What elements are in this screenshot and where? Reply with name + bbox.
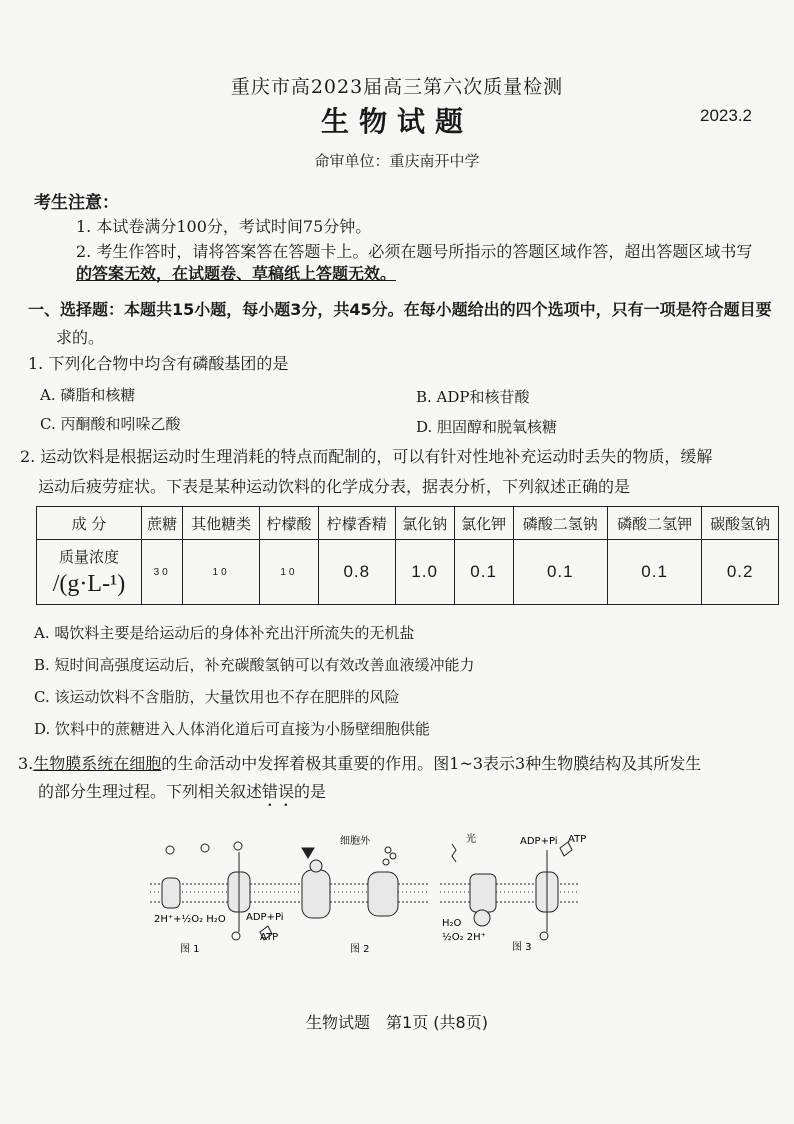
q3-stem2-part-a: 的部分生理过程。下列相关叙述 <box>38 782 263 801</box>
notice-item-2-text: 2. 考生作答时，请将答案答在答题卡上。必须在题号所指示的答题区域作答，超出答题区域书写 <box>76 242 753 261</box>
table-value-row <box>37 540 779 605</box>
authoring-unit: 命审单位：重庆南开中学 <box>314 152 480 170</box>
notice-item-2-emphasis: 的答案无效，在试题卷、草稿纸上答题无效。 <box>76 264 397 283</box>
fig1-h-ion-2 <box>201 844 209 852</box>
table-col-0: 蔗糖 <box>142 507 183 540</box>
value-unit: /(g·L-¹) <box>52 571 126 597</box>
table-header-label: 成 分 <box>37 507 142 540</box>
q1-option-c: C. 丙酮酸和吲哚乙酸 <box>40 415 181 433</box>
table-cell: 10 <box>259 540 318 605</box>
q3-stem-part-a: 生物膜系统在细胞 <box>33 754 162 773</box>
fig1-h-ion-4 <box>232 932 240 940</box>
table-cell: 0.2 <box>702 540 779 605</box>
table-col-8: 碳酸氢钠 <box>702 507 779 540</box>
q3-number: 3. <box>18 754 34 773</box>
q3-stem2-part-b: 的是 <box>294 782 327 801</box>
q2-option-a: A. 喝饮料主要是给运动后的身体补充出汗所流失的无机盐 <box>34 624 415 642</box>
fig1-adp-label: ADP+Pi <box>246 912 284 923</box>
q3-stem2-emphasis: 错误 <box>262 782 295 801</box>
fig2-sugar-chain <box>385 847 391 853</box>
fig3-o2-label: ½O₂ 2H⁺ <box>442 932 486 943</box>
fig1-label: 图 1 <box>180 944 200 955</box>
table-col-5: 氯化钾 <box>454 507 513 540</box>
table-cell: 10 <box>183 540 260 605</box>
section-1-title-cont: 求的。 <box>56 328 105 347</box>
exam-date: 2023.2 <box>700 106 752 125</box>
table-col-3: 柠檬香精 <box>318 507 395 540</box>
figure-2 <box>290 847 430 918</box>
section-1-title: 一、选择题：本题共15小题，每小题3分，共45分。在每小题给出的四个选项中，只有一项是符合题目要 <box>28 300 772 319</box>
fig3-atp-label: ATP <box>568 834 587 845</box>
q3-stem-part-b: 的生命活动中发挥着极其重要的作用。图1~3表示3种生物膜结构及其所发生 <box>161 754 702 773</box>
fig2-label: 图 2 <box>350 944 370 955</box>
notice-item-2 <box>76 241 776 285</box>
fig1-protein-left <box>162 878 180 908</box>
q1-option-d: D. 胆固醇和脱氧核糖 <box>416 418 558 436</box>
table-cell: 0.8 <box>318 540 395 605</box>
q2-option-d: D. 饮料中的蔗糖进入人体消化道后可直接为小肠壁细胞供能 <box>34 720 431 738</box>
value-label-text: 质量浓度 <box>58 548 119 566</box>
q1-option-b: B. ADP和核苷酸 <box>416 388 530 406</box>
section-1-heading <box>28 296 788 352</box>
fig3-light-wave <box>452 844 456 862</box>
fig3-photosystem <box>470 874 496 912</box>
composition-table <box>36 506 779 605</box>
fig2-receptor <box>302 870 330 918</box>
q3-stem-line1 <box>18 752 790 776</box>
fig3-light-label: 光 <box>466 834 476 845</box>
fig1-bottom-label: 2H⁺+½O₂ H₂O <box>154 914 226 925</box>
q1-stem: 1. 下列化合物中均含有磷酸基团的是 <box>28 354 289 373</box>
page-footer: 生物试题 第1页 (共8页) <box>306 1013 488 1032</box>
table-header-row <box>37 507 779 540</box>
fig3-adp-label: ADP+Pi <box>520 836 558 847</box>
table-cell: 0.1 <box>454 540 513 605</box>
q2-stem-line2: 运动后疲劳症状。下表是某种运动饮料的化学成分表，据表分析，下列叙述正确的是 <box>38 477 631 496</box>
exam-title: 重庆市高2023届高三第六次质量检测 <box>230 76 564 98</box>
notice-item-1: 1. 本试卷满分100分，考试时间75分钟。 <box>76 217 372 236</box>
fig1-h-ion-3 <box>234 842 242 850</box>
q3-stem-line2 <box>38 780 788 810</box>
fig2-outside-label: 细胞外 <box>340 836 370 847</box>
table-cell: 1.0 <box>395 540 454 605</box>
table-value-label <box>37 540 142 605</box>
q1-option-a: A. 磷脂和核糖 <box>40 386 136 404</box>
page-title: 生物试题 <box>320 105 473 138</box>
table-col-6: 磷酸二氢钠 <box>513 507 607 540</box>
table-cell: 0.1 <box>513 540 607 605</box>
table-col-4: 氯化钠 <box>395 507 454 540</box>
fig1-atp-label: ATP <box>260 932 279 943</box>
figure-1 <box>150 842 290 940</box>
fig1-h-ion-1 <box>166 846 174 854</box>
fig3-water-label: H₂O <box>442 918 462 929</box>
notice-title: 考生注意： <box>34 193 119 213</box>
q2-option-b: B. 短时间高强度运动后，补充碳酸氢钠可以有效改善血液缓冲能力 <box>34 656 475 674</box>
fig2-glycoprotein <box>368 872 398 916</box>
table-col-7: 磷酸二氢钾 <box>607 507 701 540</box>
membrane-figures <box>140 822 660 962</box>
table-cell: 30 <box>142 540 183 605</box>
fig2-signal-molecule <box>302 848 314 858</box>
q2-option-c: C. 该运动饮料不含脂肪，大量饮用也不存在肥胖的风险 <box>34 688 400 706</box>
table-col-2: 柠檬酸 <box>259 507 318 540</box>
fig3-label: 图 3 <box>512 942 532 953</box>
q2-stem-line1: 2. 运动饮料是根据运动时生理消耗的特点而配制的，可以有针对性地补充运动时丢失的物质，缓解 <box>20 447 713 466</box>
table-cell: 0.1 <box>607 540 701 605</box>
fig2-receptor-head <box>310 860 322 872</box>
table-col-1: 其他糖类 <box>183 507 260 540</box>
fig3-water-splitting <box>474 910 490 926</box>
